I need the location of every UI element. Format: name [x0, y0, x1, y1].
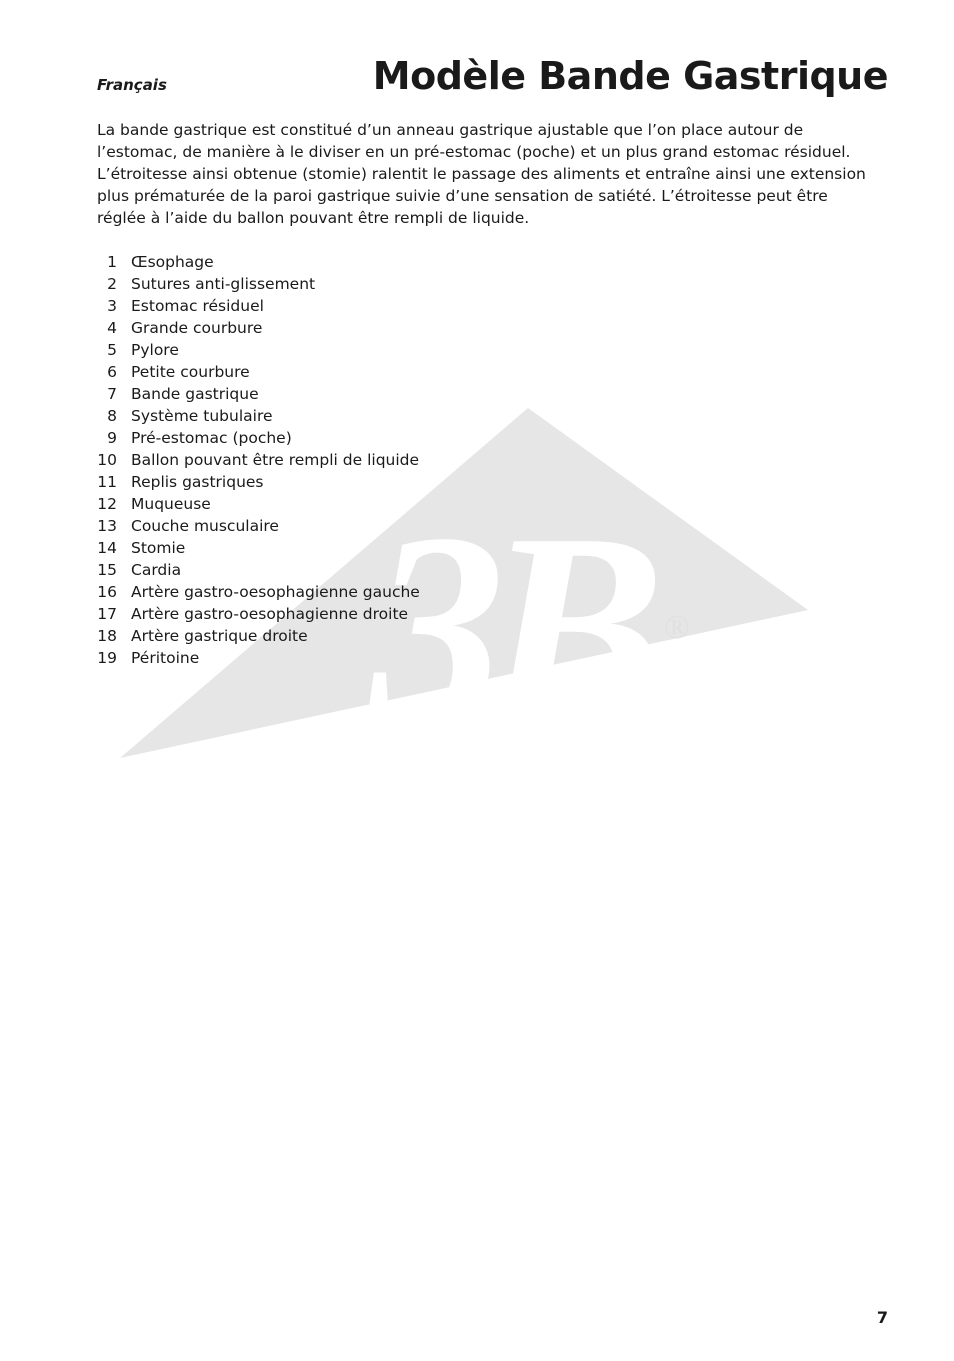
- page-number: 7: [876, 1308, 888, 1327]
- list-item: [97, 251, 420, 273]
- list-item: [97, 317, 420, 339]
- list-item-label: Stomie: [131, 539, 186, 557]
- list-item-label: Œsophage: [131, 253, 214, 271]
- list-item-number: 15: [97, 561, 117, 579]
- list-item-label: Péritoine: [131, 649, 200, 667]
- list-item: [97, 383, 420, 405]
- page-title: Modèle Bande Gastrique: [372, 54, 888, 98]
- list-item: [97, 603, 420, 625]
- watermark-logo-text: 3B: [370, 478, 646, 770]
- list-item-number: 10: [97, 451, 117, 469]
- list-item-number: 2: [107, 275, 117, 293]
- list-item-label: Couche musculaire: [131, 517, 279, 535]
- list-item: [97, 339, 420, 361]
- language-label: Français: [97, 76, 167, 94]
- list-item-number: 19: [97, 649, 117, 667]
- list-item-number: 6: [107, 363, 117, 381]
- list-item: [97, 295, 420, 317]
- list-item-label: Artère gastro-oesophagienne droite: [131, 605, 409, 623]
- list-item-label: Bande gastrique: [131, 385, 259, 403]
- list-item: [97, 559, 420, 581]
- list-item-number: 18: [97, 627, 117, 645]
- parts-list: [97, 251, 420, 669]
- list-item-label: Muqueuse: [131, 495, 211, 513]
- list-item-number: 12: [97, 495, 117, 513]
- list-item-label: Estomac résiduel: [131, 297, 264, 315]
- list-item-label: Ballon pouvant être rempli de liquide: [131, 451, 420, 469]
- list-item-number: 4: [107, 319, 117, 337]
- list-item: [97, 647, 420, 669]
- list-item-label: Replis gastriques: [131, 473, 264, 491]
- list-item-number: 16: [97, 583, 117, 601]
- list-item: [97, 537, 420, 559]
- list-item-number: 5: [107, 341, 117, 359]
- list-item-label: Grande courbure: [131, 319, 263, 337]
- list-item-label: Sutures anti-glissement: [131, 275, 316, 293]
- list-item-label: Artère gastro-oesophagienne gauche: [131, 583, 420, 601]
- list-item: [97, 405, 420, 427]
- list-item-label: Petite courbure: [131, 363, 250, 381]
- list-item: [97, 581, 420, 603]
- list-item: [97, 515, 420, 537]
- list-item-number: 9: [107, 429, 117, 447]
- list-item-label: Cardia: [131, 561, 182, 579]
- list-item: [97, 449, 420, 471]
- list-item: [97, 625, 420, 647]
- list-item-number: 7: [107, 385, 117, 403]
- list-item: [97, 273, 420, 295]
- list-item: [97, 493, 420, 515]
- list-item-number: 11: [97, 473, 117, 491]
- list-item-number: 13: [97, 517, 117, 535]
- list-item-number: 14: [97, 539, 117, 557]
- list-item-label: Artère gastrique droite: [131, 627, 308, 645]
- list-item: [97, 471, 420, 493]
- intro-paragraph: La bande gastrique est constitué d’un anneau gastrique ajustable que l’on place autour de l’estomac, de manière à le diviser en un pré-estomac (poche) et un plus grand estomac résiduel. L’étroitesse ainsi obtenue (stomie) ralentit le passage des aliments et entraîne ainsi une extension plus prématurée de la paroi gastrique suivie d’une sensation de satiété. L’étroitesse peut être réglée à l’aide du ballon pouvant être rempli de liquide.: [97, 121, 866, 227]
- list-item-label: Pré-estomac (poche): [131, 429, 292, 447]
- list-item-label: Système tubulaire: [131, 407, 273, 425]
- watermark-registered-mark: ®: [664, 609, 690, 646]
- list-item-number: 17: [97, 605, 117, 623]
- list-item-label: Pylore: [131, 341, 179, 359]
- list-item-number: 1: [107, 253, 117, 271]
- list-item-number: 8: [107, 407, 117, 425]
- list-item: [97, 361, 420, 383]
- list-item: [97, 427, 420, 449]
- list-item-number: 3: [107, 297, 117, 315]
